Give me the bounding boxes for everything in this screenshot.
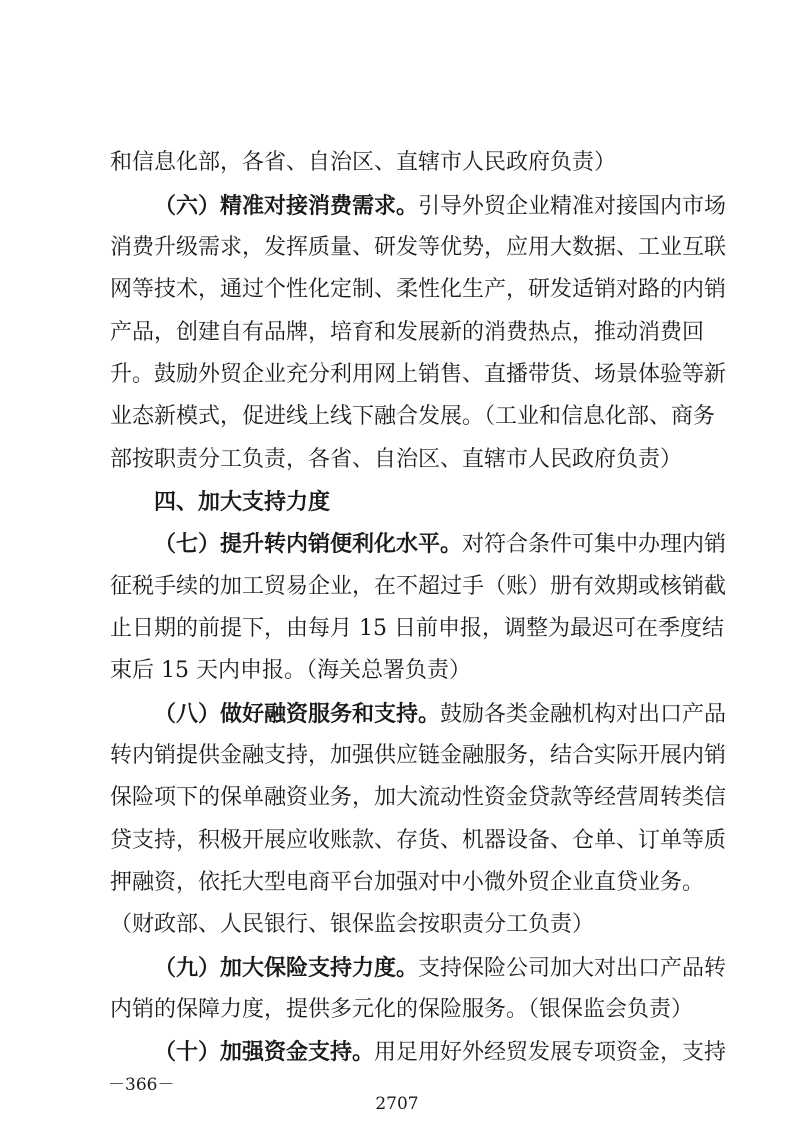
text-line: 和信息化部，各省、自治区、直辖市人民政府负责）	[110, 150, 617, 175]
paragraph-6-first-line	[154, 191, 727, 222]
text-line: 产品，创建自有品牌，培育和发展新的消费热点，推动消费回	[110, 320, 705, 345]
text-line: 束后 15 天内申报。（海关总署负责）	[110, 658, 471, 683]
paragraph-7-first-line	[154, 529, 727, 560]
text-line: 押融资，依托大型电商平台加强对中小微外贸企业直贷业务。	[110, 870, 705, 895]
text-run: 鼓励各类金融机构对出口产品	[440, 702, 727, 727]
paragraph-6-title: （六）精准对接消费需求。	[154, 193, 419, 219]
text-line: 内销的保障力度，提供多元化的保险服务。（银保监会负责）	[110, 997, 694, 1022]
text-line: （财政部、人民银行、银保监会按职责分工负责）	[110, 912, 595, 937]
text-line: 保险项下的保单融资业务，加大流动性资金贷款等经营周转类信	[110, 785, 727, 810]
paragraph-10-title: （十）加强资金支持。	[154, 1039, 375, 1065]
text-line: 消费升级需求，发挥质量、研发等优势，应用大数据、工业互联	[110, 235, 727, 260]
text-line: 网等技术，通过个性化定制、柔性化生产，研发适销对路的内销	[110, 277, 727, 302]
text-run: 用足用好外经贸发展专项资金，支持	[374, 1040, 727, 1065]
paragraph-9-title: （九）加大保险支持力度。	[154, 955, 419, 981]
text-line: 止日期的前提下，由每月 15 日前申报，调整为最迟可在季度结	[110, 616, 724, 641]
section-heading: 四、加大支持力度	[154, 489, 331, 515]
document-number: 2707	[375, 1094, 419, 1114]
text-line: 部按职责分工负责，各省、自治区、直辖市人民政府负责）	[110, 447, 683, 472]
text-run: 对符合条件可集中办理内销	[462, 532, 727, 557]
paragraph-9-first-line	[154, 953, 727, 984]
text-line: 业态新模式，促进线上线下融合发展。（工业和信息化部、商务	[110, 404, 716, 429]
paragraph-7-title: （七）提升转内销便利化水平。	[154, 531, 463, 557]
paragraph-10-first-line	[154, 1037, 727, 1068]
paragraph-8-title: （八）做好融资服务和支持。	[154, 701, 441, 727]
page-number: －366－	[108, 1075, 175, 1095]
text-line: 转内销提供金融支持，加强供应链金融服务，结合实际开展内销	[110, 743, 727, 768]
text-line: 贷支持，积极开展应收账款、存货、机器设备、仓单、订单等质	[110, 828, 727, 853]
text-run: 支持保险公司加大对出口产品转	[418, 956, 727, 981]
text-run: 引导外贸企业精准对接国内市场	[418, 194, 727, 219]
text-line: 征税手续的加工贸易企业，在不超过手（账）册有效期或核销截	[110, 574, 727, 599]
paragraph-8-first-line	[154, 699, 727, 730]
text-line: 升。鼓励外贸企业充分利用网上销售、直播带货、场景体验等新	[110, 362, 727, 387]
